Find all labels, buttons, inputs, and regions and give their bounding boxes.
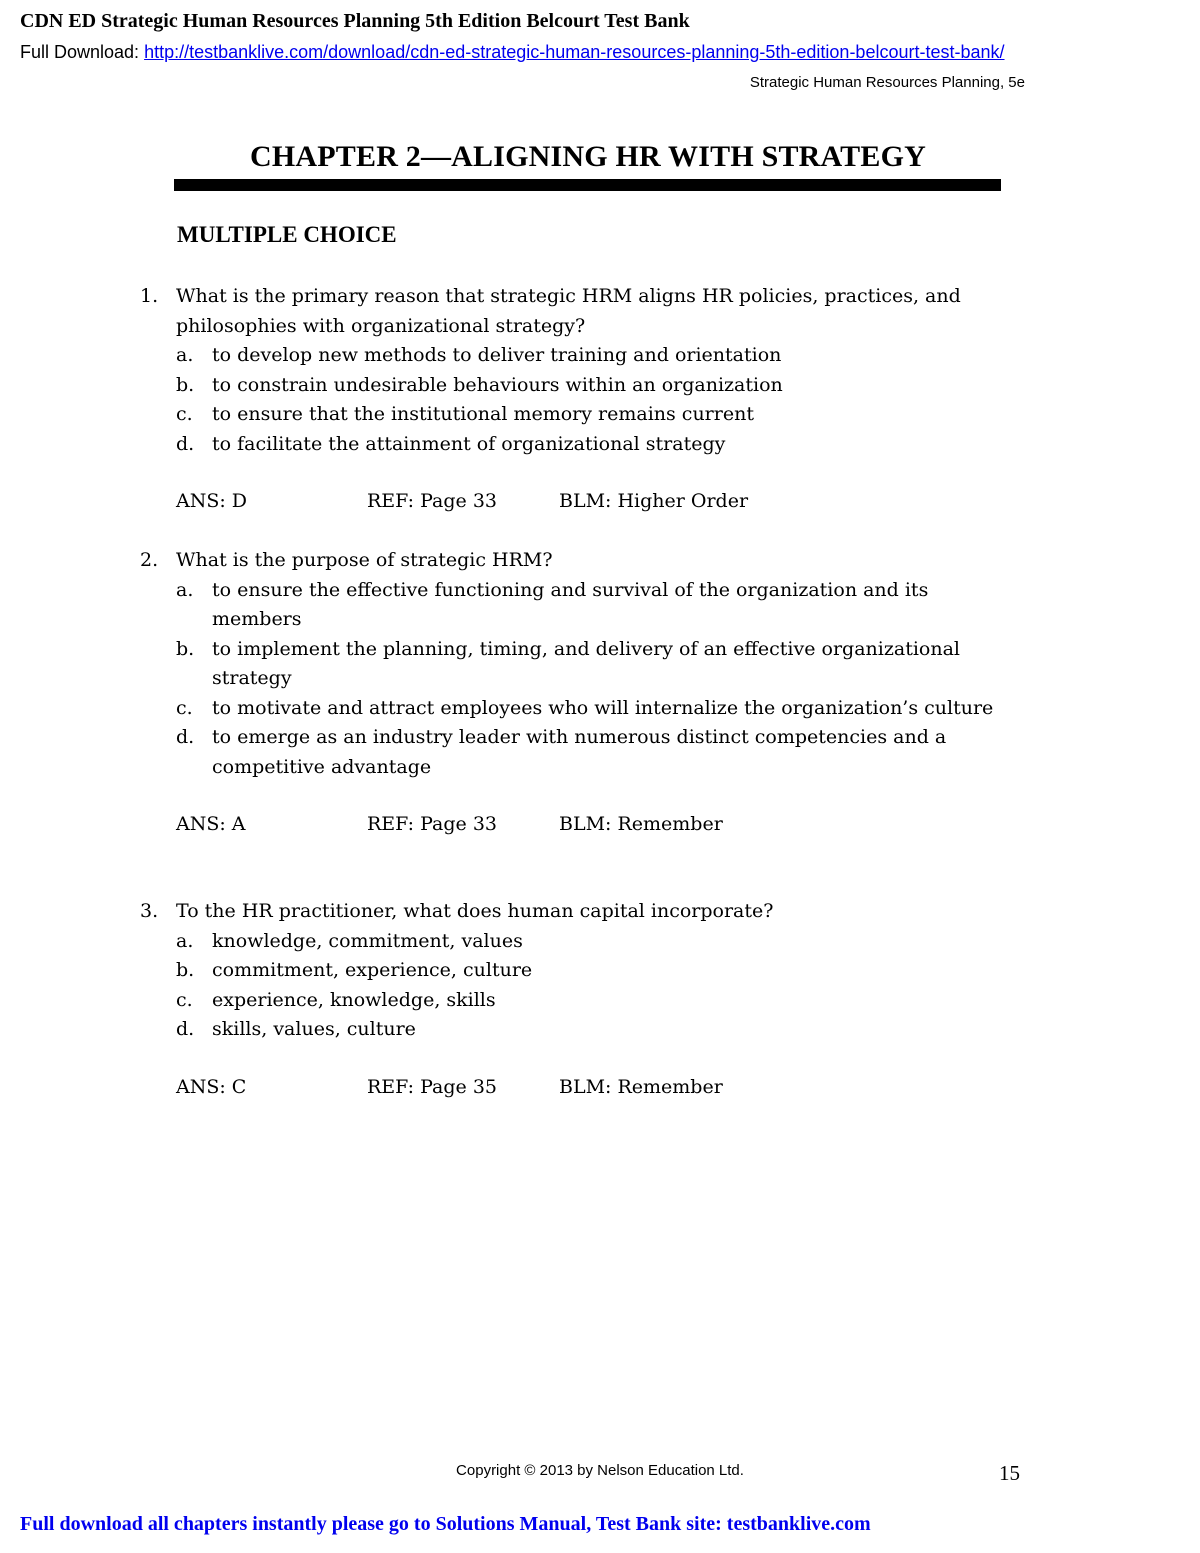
- question-2: [140, 546, 1000, 840]
- option-text: to develop new methods to deliver training and orientation: [212, 344, 782, 366]
- option-letter: d.: [176, 1018, 195, 1040]
- answer-option: [176, 576, 1000, 635]
- option-text: knowledge, commitment, values: [212, 929, 523, 952]
- answer-options: [176, 927, 1000, 1045]
- full-download-line: [20, 42, 1005, 63]
- option-text: commitment, experience, culture: [212, 959, 533, 981]
- answer-option: [176, 694, 1000, 724]
- option-letter: b.: [176, 637, 195, 660]
- question-text: What is the purpose of strategic HRM?: [176, 549, 553, 571]
- answer-option: [176, 723, 1000, 782]
- question-text: What is the primary reason that strategic HRM aligns HR policies, practices, and philosophies with organizational strategy?: [176, 285, 961, 337]
- option-text: to implement the planning, timing, and delivery of an effective organizational strategy: [212, 637, 960, 689]
- answer-key: ANS: C: [176, 1075, 247, 1098]
- option-letter: d.: [176, 726, 195, 748]
- document-source-title: CDN ED Strategic Human Resources Planning 5th Edition Belcourt Test Bank: [20, 10, 690, 32]
- question-number: 3.: [140, 900, 159, 922]
- chapter-title-rule: [174, 179, 1001, 191]
- footer-download-notice[interactable]: Full download all chapters instantly please go to Solutions Manual, Test Bank site: testbanklive.com: [20, 1513, 871, 1535]
- answer-option: [176, 927, 1000, 957]
- blm-level: BLM: Remember: [559, 1075, 723, 1098]
- option-text: skills, values, culture: [212, 1018, 416, 1040]
- page-reference: REF: Page 33: [367, 490, 498, 512]
- running-head: Strategic Human Resources Planning, 5e: [749, 74, 1025, 91]
- answer-option: [176, 986, 1000, 1016]
- answer-key: ANS: A: [176, 813, 246, 835]
- blm-level: BLM: Remember: [559, 813, 723, 835]
- question-3: [140, 897, 1000, 1102]
- option-letter: c.: [176, 988, 193, 1011]
- full-download-label: Full Download:: [20, 42, 145, 62]
- option-text: to constrain undesirable behaviours within an organization: [212, 373, 783, 396]
- answer-option: [176, 1015, 1000, 1045]
- option-letter: a.: [176, 578, 194, 601]
- option-text: to ensure the effective functioning and survival of the organization and its members: [212, 578, 929, 630]
- option-letter: c.: [176, 403, 193, 425]
- blm-level: BLM: Higher Order: [559, 490, 749, 512]
- question-number: 2.: [140, 549, 159, 571]
- answer-meta: [176, 810, 1000, 840]
- full-download-link[interactable]: http://testbanklive.com/download/cdn-ed-strategic-human-resources-planning-5th-edition-belcourt-test-bank/: [144, 42, 1005, 62]
- question-text: To the HR practitioner, what does human capital incorporate?: [176, 900, 774, 922]
- option-text: to ensure that the institutional memory remains current: [212, 403, 754, 425]
- answer-option: [176, 400, 1000, 430]
- option-letter: b.: [176, 959, 195, 981]
- answer-option: [176, 430, 1000, 460]
- chapter-title: CHAPTER 2—ALIGNING HR WITH STRATEGY: [250, 140, 926, 173]
- answer-option: [176, 956, 1000, 986]
- answer-options: [176, 341, 1000, 459]
- option-letter: c.: [176, 696, 193, 719]
- answer-option: [176, 341, 1000, 371]
- copyright-notice: Copyright © 2013 by Nelson Education Ltd.: [456, 1462, 744, 1479]
- option-text: to motivate and attract employees who will internalize the organization’s culture: [212, 696, 994, 719]
- section-title: MULTIPLE CHOICE: [177, 222, 397, 247]
- option-letter: d.: [176, 432, 195, 455]
- answer-option: [176, 371, 1000, 401]
- option-letter: b.: [176, 373, 195, 396]
- option-text: experience, knowledge, skills: [212, 988, 496, 1011]
- question-number: 1.: [140, 285, 159, 307]
- option-letter: a.: [176, 344, 194, 366]
- option-text: to emerge as an industry leader with numerous distinct competencies and a competitive advantage: [212, 726, 947, 778]
- answer-options: [176, 576, 1000, 783]
- page-reference: REF: Page 35: [367, 1075, 498, 1098]
- question-1: [140, 282, 1000, 517]
- answer-option: [176, 635, 1000, 694]
- answer-meta: [176, 487, 1000, 517]
- option-text: to facilitate the attainment of organizational strategy: [212, 432, 726, 455]
- answer-key: ANS: D: [176, 490, 248, 512]
- answer-meta: [176, 1073, 1000, 1103]
- page-reference: REF: Page 33: [367, 813, 498, 835]
- page-number: 15: [999, 1461, 1020, 1485]
- option-letter: a.: [176, 929, 194, 952]
